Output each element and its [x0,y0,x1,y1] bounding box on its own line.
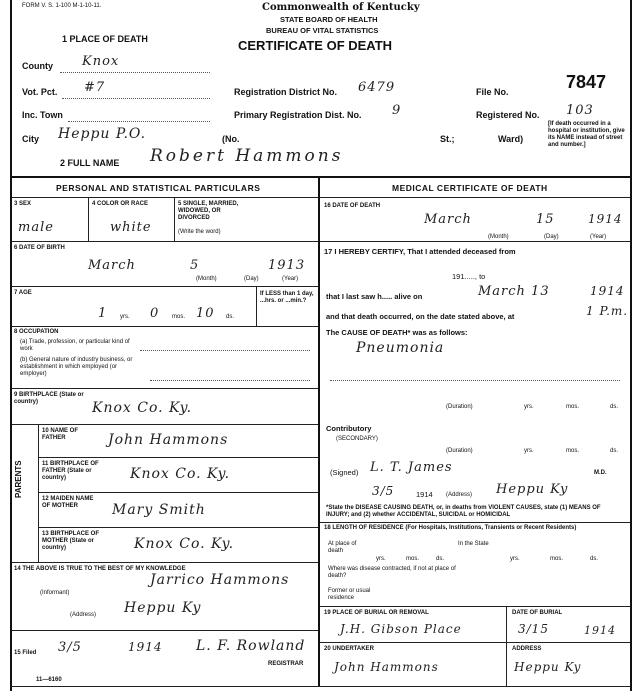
certify-label: 17 I HEREBY CERTIFY, That I attended deceased from [324,247,516,256]
burial-divider [506,606,507,686]
county-label: County [22,61,53,71]
occupation-a: (a) Trade, profession, or particular kind of work [20,339,130,352]
burial-year-value: 1914 [584,624,616,637]
mother-value: Mary Smith [112,502,206,518]
sex-label: 3 SEX [14,201,32,207]
color-label: 4 COLOR OR RACE [92,201,149,207]
personal-section-title: PERSONAL AND STATISTICAL PARTICULARS [56,183,261,193]
father-value: John Hammons [108,432,229,448]
registrar-label: REGISTRAR [268,661,304,667]
full-name-value: Robert Hammons [150,146,344,166]
age-yrs: yrs. [120,314,130,320]
color-value: white [110,220,152,235]
occurred-time: 1 P.m. [586,304,629,318]
inc-town-line [68,121,210,122]
registered-no-value: 103 [566,103,594,118]
informant-label: (Informant) [40,590,70,596]
cause-duration: (Duration) [446,404,473,410]
cause-line-1 [330,380,620,381]
at-place-ds: ds. [436,556,445,562]
physician-address-value: Heppu Ky [496,482,569,497]
at-place-yrs: yrs. [376,556,386,562]
personal-title-rule [12,197,318,198]
vot-pct-label: Vot. Pct. [22,87,58,97]
city-label: City [22,134,40,144]
sex-value: male [18,220,54,235]
burial-place-value: J.H. Gibson Place [340,622,462,636]
death-month-hint: (Month) [488,234,509,240]
parents-divider [38,424,39,562]
signed-date: 3/5 [372,484,395,498]
hospital-note: [If death occurred in a hospital or institution, give its NAME instead of street and number.] [548,121,625,148]
in-state-label: In the State [458,541,489,547]
in-state-mos: mos. [550,556,564,562]
at-place-mos: mos. [406,556,420,562]
row-rule-4 [12,388,318,389]
age-years: 1 [98,306,108,321]
burial-label: 19 PLACE OF BURIAL OR REMOVAL [324,610,429,616]
board-title: STATE BOARD OF HEALTH [280,15,378,24]
header-divider [10,176,630,178]
marital-hint: (Write the word) [178,229,221,235]
death-date-rule [320,241,630,242]
place-of-death-label: 1 PLACE OF DEATH [62,34,148,44]
mother-birthplace-value: Knox Co. Ky. [134,536,235,552]
registered-no-label: Registered No. [476,110,540,120]
undertaker-address-value: Heppu Ky [514,660,582,674]
county-line [60,72,210,73]
mother-birthplace-label: 13 BIRTHPLACE OF MOTHER (State or country) [42,531,100,551]
burial-date-label: DATE OF BURIAL [512,610,563,616]
right-border [630,0,632,691]
dob-year-hint: (Year) [282,276,299,282]
in-state-ds: ds. [590,556,599,562]
cause-duration-yrs: yrs. [524,404,534,410]
primary-dist-label: Primary Registration Dist. No. [234,110,362,120]
death-year: 1914 [588,212,623,226]
form-number: FORM V. S. 1-100 M-1-10-11. [22,3,102,9]
age-months: 0 [150,306,160,321]
former-residence-label: Former or usual residence [328,588,371,601]
contributory-label: Contributory [326,424,372,433]
inc-town-label: Inc. Town [22,110,63,120]
father-label: 10 NAME OF FATHER [42,428,79,441]
residence-label: 18 LENGTH OF RESIDENCE (For Hospitals, Institutions, Transients or Recent Residents) [324,525,577,531]
row-rule-8 [38,527,318,528]
where-contracted-label: Where was disease contracted, if not at place of death? [328,566,456,579]
age-days: 10 [196,306,215,321]
secondary-label: (SECONDARY) [336,436,378,442]
in-state-yrs: yrs. [510,556,520,562]
st-label: St.; [440,134,455,144]
mother-label: 12 MAIDEN NAME OF MOTHER [42,496,94,509]
file-no-label: File No. [476,87,509,97]
no-label: (No. [222,134,240,144]
md-label: M.D. [594,470,607,476]
file-number: 7847 [566,72,607,92]
death-year-hint: (Year) [590,234,607,240]
vot-pct-line [62,98,210,99]
registration-district-value: 6479 [358,80,396,95]
occurred-label: and that death occurred, on the date stated above, at [326,312,515,321]
informant-value: Jarrico Hammons [150,572,290,588]
vot-pct-value: #7 [84,80,106,95]
column-divider [318,176,320,686]
row-rule-7 [38,492,318,493]
informant-address-value: Heppu Ky [124,600,202,616]
at-place-label: At place of death [328,541,357,554]
row-rule-9 [12,562,318,563]
row-rule-1 [12,241,318,242]
row-rule-2 [12,286,318,287]
dob-month-hint: (Month) [196,276,217,282]
filed-date: 3/5 [58,640,82,655]
occupation-line-a [140,350,310,351]
last-saw-label: that I last saw h..... alive on [326,292,423,301]
certificate-title: CERTIFICATE OF DEATH [238,38,393,53]
row-rule-3 [12,326,318,327]
dob-day-hint: (Day) [244,276,259,282]
birthplace-value: Knox Co. Ky. [92,400,193,416]
contributory-duration-mos: mos. [566,448,580,454]
parents-label: PARENTS [14,460,23,498]
row-rule-6 [38,457,318,458]
primary-dist-value: 9 [392,103,402,118]
father-birthplace-value: Knox Co. Ky. [130,466,231,482]
color-divider [174,197,175,241]
death-month: March [424,212,472,227]
full-name-label: 2 FULL NAME [60,158,120,168]
contributory-duration: (Duration) [446,448,473,454]
father-birthplace-label: 11 BIRTHPLACE OF FATHER (State or country) [42,461,99,481]
informant-statement: 14 THE ABOVE IS TRUE TO THE BEST OF MY KNOWLEDGE [14,566,186,572]
cause-duration-ds: ds. [610,404,619,410]
last-saw-year: 1914 [590,284,625,298]
residence-rule [320,522,630,523]
filed-label: 15 Filed [14,650,37,656]
cause-duration-mos: mos. [566,404,580,410]
physician-address-label: (Address) [446,492,473,498]
undertaker-address-label: ADDRESS [512,646,542,652]
occupation-b: (b) General nature of industry business, or establishment in which employed (or employer) [20,357,133,377]
age-ds: ds. [226,314,235,320]
bureau-title: BUREAU OF VITAL STATISTICS [266,26,379,35]
dob-day: 5 [190,258,200,273]
footer-divider [10,686,630,687]
death-day: 15 [536,212,555,227]
marital-label: 5 SINGLE, MARRIED, WIDOWED, OR DIVORCED [178,201,239,221]
cause-label: The CAUSE OF DEATH* was as follows: [326,328,468,337]
age-label: 7 AGE [14,290,32,296]
medical-title-rule [320,197,630,198]
contributory-duration-ds: ds. [610,448,619,454]
occupation-label: 8 OCCUPATION [14,329,59,335]
age-divider [256,286,257,326]
signed-year: 1914 [416,490,433,499]
dob-month: March [88,258,136,273]
informant-address-label: (Address) [70,612,97,618]
certify-to: 191....., to [452,272,486,281]
contributory-duration-yrs: yrs. [524,448,534,454]
death-day-hint: (Day) [544,234,559,240]
birthplace-label: 9 BIRTHPLACE (State or country) [14,392,84,405]
undertaker-label: 20 UNDERTAKER [324,646,374,652]
registrar-value: L. F. Rowland [196,638,306,654]
burial-rule [320,606,630,607]
age-mos: mos. [172,314,186,320]
occupation-line-b [150,380,310,381]
physician-value: L. T. James [370,460,453,475]
ward-label: Ward) [498,134,524,144]
county-value: Knox [82,54,120,69]
less-than-label: If LESS than 1 day, ...hrs. or ...min.? [260,291,314,304]
burial-date-value: 3/15 [518,622,549,636]
state-disease-note: *State the DISEASE CAUSING DEATH, or, in deaths from VIOLENT CAUSES, state (1) MEANS OF INJURY; and (2) whether ACCIDENTAL, SUICIDAL or HOMICIDAL [326,505,601,518]
cause-value: Pneumonia [356,340,445,356]
dob-year: 1913 [268,258,306,273]
dob-label: 6 DATE OF BIRTH [14,245,65,251]
undertaker-rule [320,642,630,643]
undertaker-value: John Hammons [334,660,439,674]
footer-code: 11—6160 [36,677,62,683]
registration-district-label: Registration District No. [234,87,338,97]
medical-section-title: MEDICAL CERTIFICATE OF DEATH [392,183,548,193]
filed-year: 1914 [128,640,163,654]
signed-label: (Signed) [330,468,359,477]
left-border [10,0,12,691]
last-saw-value: March 13 [478,284,550,299]
sex-divider [88,197,89,241]
commonwealth-title: Commonwealth of Kentucky [262,2,420,13]
city-value: Heppu P.O. [58,126,147,142]
row-rule-5 [12,424,318,425]
row-rule-10 [12,630,318,631]
death-date-label: 16 DATE OF DEATH [324,203,381,209]
